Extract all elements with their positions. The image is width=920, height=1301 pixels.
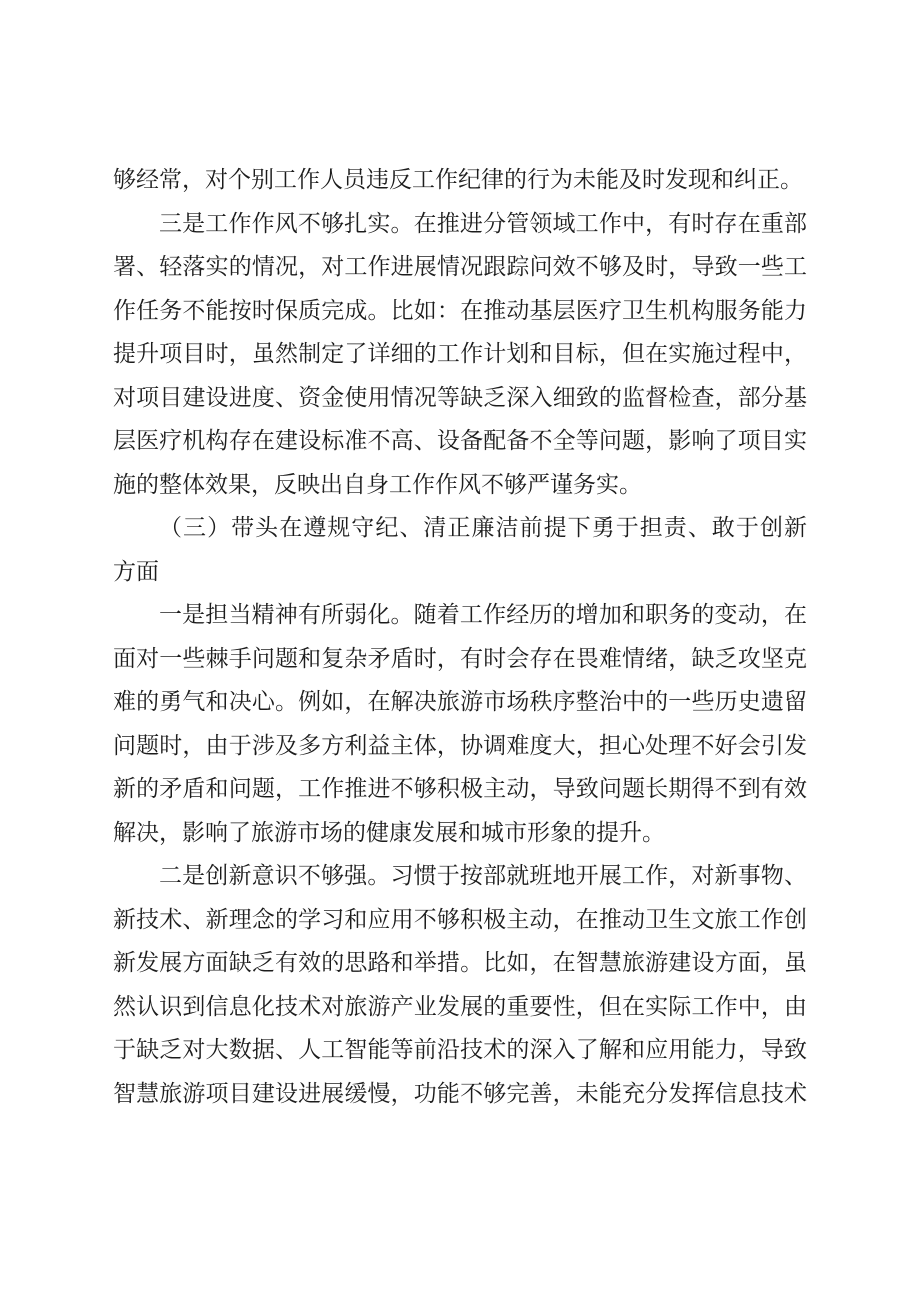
document-line: 难的勇气和决心。例如，在解决旅游市场秩序整治中的一些历史遗留 [113,689,807,714]
document-line: 方面 [113,558,159,584]
document-line: 新技术、新理念的学习和应用不够积极主动，在推动卫生文旅工作创 [113,906,807,932]
document-line: 然认识到信息化技术对旅游产业发展的重要性，但在实际工作中，由 [113,993,807,1019]
document-text-block [113,158,807,1115]
document-line: （三）带头在遵规守纪、清正廉洁前提下勇于担责、敢于创新 [159,515,807,540]
document-line: 够经常，对个别工作人员违反工作纪律的行为未能及时发现和纠正。 [113,167,803,192]
document-line: 作任务不能按时保质完成。比如：在推动基层医疗卫生机构服务能力 [113,297,807,323]
document-line: 一是担当精神有所弱化。随着工作经历的增加和职务的变动，在 [159,602,807,627]
document-line: 新的矛盾和问题，工作推进不够积极主动，导致问题长期得不到有效 [113,776,807,801]
document-line: 层医疗机构存在建设标准不高、设备配备不全等问题，影响了项目实 [113,428,807,453]
document-line: 施的整体效果，反映出自身工作作风不够严谨务实。 [113,471,642,497]
document-line: 新发展方面缺乏有效的思路和举措。比如，在智慧旅游建设方面，虽 [113,950,807,975]
document-line: 问题时，由于涉及多方利益主体，协调难度大，担心处理不好会引发 [113,732,807,758]
document-line: 面对一些棘手问题和复杂矛盾时，有时会存在畏难情绪，缺乏攻坚克 [113,645,807,671]
document-line: 智慧旅游项目建设进展缓慢，功能不够完善，未能充分发挥信息技术 [113,1080,807,1106]
document-line: 于缺乏对大数据、人工智能等前沿技术的深入了解和应用能力，导致 [113,1037,807,1062]
document-line: 对项目建设进度、资金使用情况等缺乏深入细致的监督检查，部分基 [113,384,807,410]
document-line: 三是工作作风不够扎实。在推进分管领域工作中，有时存在重部 [159,210,807,236]
document-line: 二是创新意识不够强。习惯于按部就班地开展工作，对新事物、 [159,863,807,888]
document-line: 提升项目时，虽然制定了详细的工作计划和目标，但在实施过程中， [113,341,807,366]
document-line: 解决，影响了旅游市场的健康发展和城市形象的提升。 [113,819,665,845]
document-line: 署、轻落实的情况，对工作进展情况跟踪问效不够及时，导致一些工 [113,254,807,279]
